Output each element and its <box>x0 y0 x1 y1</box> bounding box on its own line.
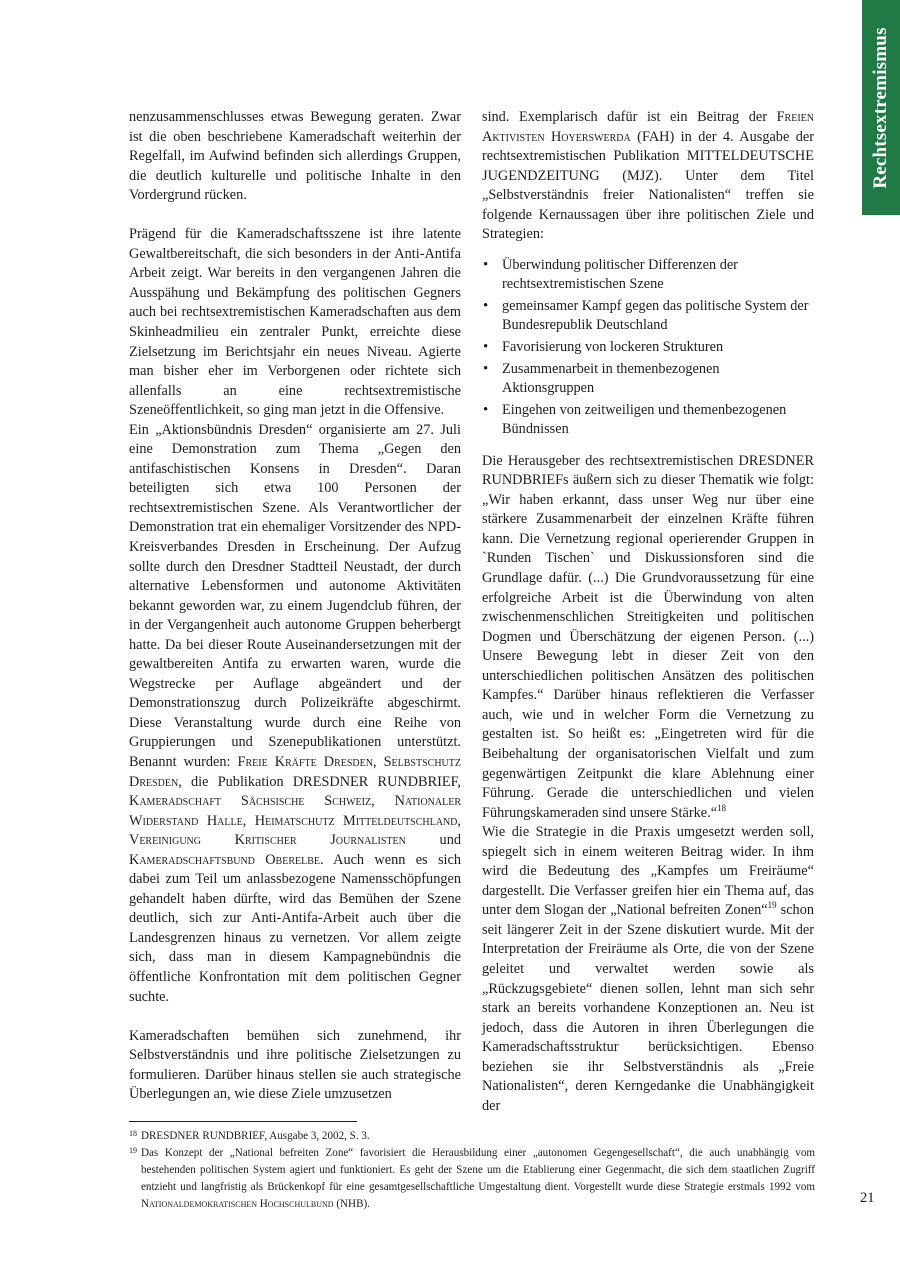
org-name: Nationaldemokratischen Hochschulbund <box>141 1198 334 1210</box>
paragraph-text: Ein „Aktionsbündnis Dresden“ organisierte am 27. Juli eine Demonstration zum Thema „Gegen den antifaschistischen Konsens in Dresden“. Daran beteiligten sich etwa 100 Personen der rechtsextremistischen Szene. Als Verantwortlicher der Demonstration trat ein ehemaliger Vorsitzender des NPD-Kreisverbandes Dresden in Erscheinung. Der Aufzug sollte durch den Dresdner Stadtteil Neustadt, der durch alternative Lebensformen und autonome Aktivitäten bekannt geworden war, zu einem Jugendclub führen, der in der Vergangenheit auch autonome Gruppen beherbergt hatte. Da bei dieser Route Auseinandersetzungen mit der gewaltbereiten Antifa zu erwarten waren, wurde die Wegstrecke per Auflage abgeändert und der Demonstrationszug durch Polizeikräfte abgeschirmt. Diese Veranstaltung wurde durch eine Reihe von Gruppierungen und Szenepublikationen unterstützt. Benannt wurden: <box>129 421 461 770</box>
org-name: Nationaler Widerstand Halle <box>129 793 461 829</box>
footnote-text: DRESDNER RUNDBRIEF, Ausgabe 3, 2002, S. 3. <box>141 1130 370 1142</box>
right-column <box>482 108 814 1116</box>
left-paragraph-4: Kameradschaften bemühen sich zunehmend, ihr Selbstverständnis und ihre politische Zielsetzungen zu formulieren. Darüber hinaus stellen sie auch strategische Überlegungen an, wie diese Ziele umzusetzen <box>129 1027 461 1103</box>
list-item: • Zusammenarbeit in themenbezogenen Aktionsgruppen <box>482 360 814 399</box>
footnote-text: Das Konzept der „National befreiten Zone“ favorisiert die Herausbildung einer „autonomen Gegengesellschaft“, die auch unabhängig vom bestehenden politischen System agiert und funktioniert. Es geht der Szene um die Etablierung einer Gegenmacht, die sich dem staatlichen Zugriff entzieht und langfristig als Brückenkopf für eine gesamtgesellschaftliche Umgestaltung dient. Vorgestellt wurde diese Strategie erstmals 1992 vom <box>141 1147 815 1193</box>
page-number: 21 <box>860 1190 875 1206</box>
paragraph-text: und <box>405 832 461 849</box>
list-item: • Favorisierung von lockeren Strukturen <box>482 338 814 358</box>
paragraph-text: Wie die Strategie in die Praxis umgesetzt werden soll, spiegelt sich in einem weiteren Beitrag wider. In ihm wird die Bedeutung des „Kampfes um Freiräume“ dargestellt. Die Verfasser greifen hier ein Thema auf, das unter dem Slogan der „National befreiten Zonen“ <box>482 824 814 919</box>
section-tab <box>862 0 900 215</box>
separator: , <box>457 812 461 829</box>
paragraph-text: (FAH) in der 4. Ausgabe der rechtsextremistischen Publikation MITTELDEUTSCHE JUGENDZEITUNG (MJZ). Unter dem Titel „Selbstverständnis freier Nationalisten“ treffen sie folgende Kernaussagen über ihre politischen Ziele und Strategien: <box>482 128 814 243</box>
list-item: • Überwindung politischer Differenzen der rechtsextremistischen Szene <box>482 256 814 295</box>
paragraph-text: , die Publikation DRESDNER RUNDBRIEF, <box>178 773 461 790</box>
org-name: Kameradschaftsbund Oberelbe <box>129 851 320 868</box>
footnote-reference[interactable]: 19 <box>767 900 777 911</box>
paragraph-text: . Auch wenn es sich dabei zum Teil um anlassbezogene Namensschöpfungen gehandelt haben dürfte, wird das Bemühen der Szene deutlich, sich zur Anti-Antifa-Arbeit auch über die Landesgrenzen hinaus zu vernetzen. Vor allem zeigte sich, dass man in diesem Kampagnebündnis die öffentliche Konfrontation mit dem politischen Gegner suchte. <box>129 851 461 1005</box>
right-paragraph-2 <box>482 452 814 823</box>
paragraph-text: schon seit längerer Zeit in der Szene diskutiert wurde. Mit der Interpretation der Freiräume als Orte, die von der Szene geleitet und verwaltet werden sowie als „Rückzugsgebiete“ dienen sollen, lehnt man sich sehr stark an bereits vorhandene Konzeptionen an. Neu ist jedoch, dass die Autoren in ihren Überlegungen die Kameradschaftsstruktur berücksichtigen. Ebenso beziehen sie ihr Selbstverständnis als „Freie Nationalisten“, deren Kerngedanke die Unabhängigkeit der <box>482 902 814 1114</box>
key-statements-list <box>482 256 814 440</box>
left-paragraph-3 <box>129 421 461 1007</box>
list-item: • Eingehen von zeitweiligen und themenbezogenen Bündnissen <box>482 401 814 440</box>
separator: , <box>371 793 395 810</box>
org-name: Freie Kräfte Dresden <box>237 754 373 770</box>
section-tab-label: Rechtsextremismus <box>870 26 891 189</box>
footnotes <box>129 1128 815 1213</box>
footnote-number: 19 <box>129 1146 137 1155</box>
separator: , <box>242 812 255 829</box>
org-name: Heimatschutz Mitteldeutschland <box>254 812 458 829</box>
footnote-divider <box>129 1121 357 1122</box>
right-paragraph-1 <box>482 108 814 245</box>
footnote-number: 18 <box>129 1129 137 1138</box>
left-paragraph-2: Prägend für die Kameradschaftsszene ist ihre latente Gewaltbereitschaft, die sich besonders in der Anti-Antifa Arbeit zeigt. War bereits in den vergangenen Jahren die Ausspähung und Bekämpfung des politischen Gegners auch bei rechtsextremistischen Kameradschaften aus dem Skinheadmilieu ein zentraler Punkt, erreichte diese Zielsetzung im Berichtsjahr ein neues Niveau. Agierte man bisher eher im Verborgenen oder richtete sich allenfalls an eine rechtsextremistische Szeneöffentlichkeit, so ging man jetzt in die Offensive. <box>129 226 461 419</box>
org-name: Freien Aktivisten Hoyerswerda <box>482 109 814 145</box>
list-item: • gemeinsamer Kampf gegen das politische System der Bundesrepublik Deutschland <box>482 297 814 336</box>
paragraph-text: Die Herausgeber des rechtsextremistischen DRESDNER RUNDBRIEFs äußern sich zu dieser Thematik wie folgt: „Wir haben erkannt, dass unser Weg nur über eine stärkere Zusammenarbeit der einzelnen Kräfte führen kann. Die Vernetzung regional operierender Gruppen in `Runden Tischen` und Diskussionsforen sind die Grundlage dafür. (...) Die Grundvoraussetzung für eine erfolgreiche Arbeit ist die Überwindung von alten zwischenmenschlichen Streitigkeiten und politischen Dogmen und Überschätzung der eigenen Person. (...) Unsere Bewegung lebt in dieser Zeit von den unterschiedlichen politischen Ansätzen des politischen Kampfes.“ Darüber hinaus reflektieren die Verfasser auch, wie und in welcher Form die Vernetzung zu gestalten ist. So heißt es: „Eingetreten wird für die Beibehaltung der organisatorischen Vielfalt und zum gegenwärtigen Zeitpunkt die klare Ablehnung einer Führung. Gerade die unterschiedlichen und vielen Führungskameraden sind unsere Stärke.“ <box>482 452 814 821</box>
right-paragraph-3 <box>482 823 814 1116</box>
org-name: Kameradschaft Sächsische Schweiz <box>129 793 372 810</box>
footnote-19 <box>129 1145 815 1213</box>
org-name: Selbstschutz Dresden <box>129 754 461 790</box>
org-name: Vereinigung Kritischer Journalisten <box>129 832 406 849</box>
paragraph-text: sind. Exemplarisch dafür ist ein Beitrag der <box>482 109 777 125</box>
left-paragraph-1: nenzusammenschlusses etwas Bewegung geraten. Zwar ist die oben beschriebene Kameradschaft weiterhin der Regelfall, im Aufwind befinden sich allerdings Gruppen, die deutlich kulturelle und politische Inhalte in den Vordergrund rücken. <box>129 109 461 204</box>
separator: , <box>372 754 384 770</box>
footnote-18 <box>129 1128 815 1145</box>
footnote-text: (NHB). <box>333 1198 370 1210</box>
footnote-reference[interactable]: 18 <box>717 802 727 813</box>
left-column <box>129 108 461 1105</box>
